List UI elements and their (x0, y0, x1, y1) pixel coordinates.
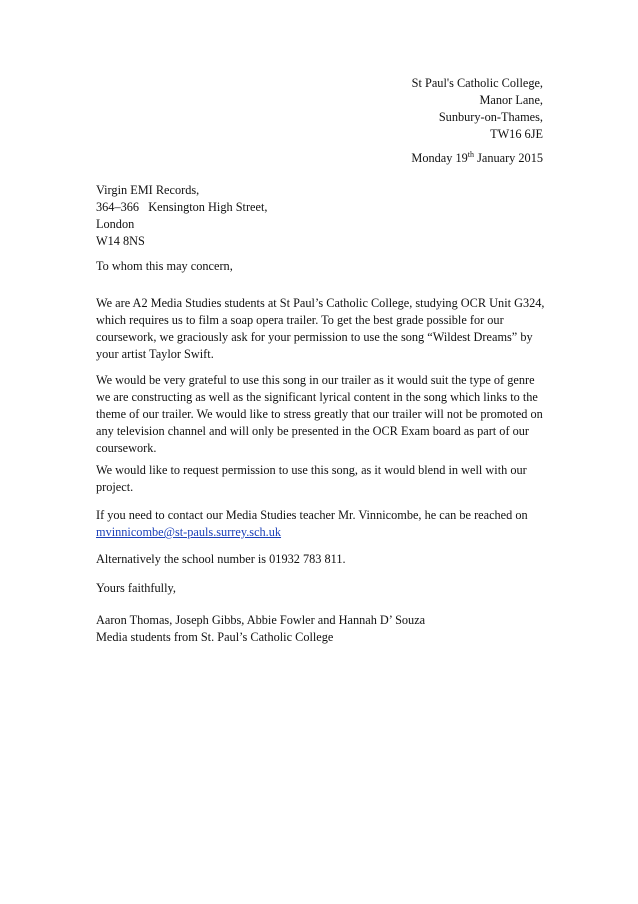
paragraph-contact-text (96, 507, 546, 541)
sender-address-line-4: TW16 6JE (490, 127, 543, 141)
paragraph-contact (96, 507, 546, 541)
recipient-address (96, 182, 267, 250)
date-rest: January 2015 (474, 151, 543, 165)
closing (96, 580, 546, 597)
paragraph-usage (96, 372, 546, 457)
recipient-address-line-3: London (96, 217, 135, 231)
teacher-email-link[interactable]: mvinnicombe@st-pauls.surrey.sch.uk (96, 525, 282, 539)
salutation: To whom this may concern, (96, 259, 233, 273)
signature (96, 612, 546, 646)
paragraph-usage-text: We would be very grateful to use this song in our trailer as it would suit the type of genre we are constructing as well as the significant lyrical content in the song which links to the theme of our trailer. We would like to stress greatly that our trailer will not be promoted on any television channel and will only be presented in the OCR Exam board as part of our coursework. (96, 373, 543, 455)
contact-text: If you need to contact our Media Studies teacher Mr. Vinnicombe, he can be reached on (96, 508, 528, 522)
sender-address-line-1: St Paul's Catholic College, (411, 76, 543, 90)
paragraph-phone-text: Alternatively the school number is 01932 783 811. (96, 552, 346, 566)
paragraph-phone (96, 551, 546, 568)
signature-names: Aaron Thomas, Joseph Gibbs, Abbie Fowler and Hannah D’ Souza (96, 613, 426, 627)
date-weekday: Monday 19 (411, 151, 468, 165)
recipient-address-line-4: W14 8NS (96, 234, 145, 248)
sender-address (412, 75, 543, 143)
recipient-address-line-2: 364–366 Kensington High Street, (96, 200, 268, 214)
signature-title: Media students from St. Paul’s Catholic College (96, 630, 334, 644)
sender-address-line-2: Manor Lane, (479, 93, 543, 107)
recipient-address-line-1: Virgin EMI Records, (96, 183, 200, 197)
paragraph-permission-text: We would like to request permission to use this song, as it would blend in well with our project. (96, 463, 527, 494)
letter-date (411, 150, 543, 167)
paragraph-permission (96, 462, 546, 496)
sender-address-line-3: Sunbury-on-Thames, (438, 110, 543, 124)
closing-text: Yours faithfully, (96, 581, 176, 595)
paragraph-request (96, 295, 546, 363)
paragraph-request-text: We are A2 Media Studies students at St Paul’s Catholic College, studying OCR Unit G324, which requires us to film a soap opera trailer. To get the best grade possible for our coursework, we graciously ask for your permission to use the song “Wildest Dreams” by your artist Taylor Swift. (96, 296, 545, 361)
date-suffix: th (467, 149, 475, 159)
